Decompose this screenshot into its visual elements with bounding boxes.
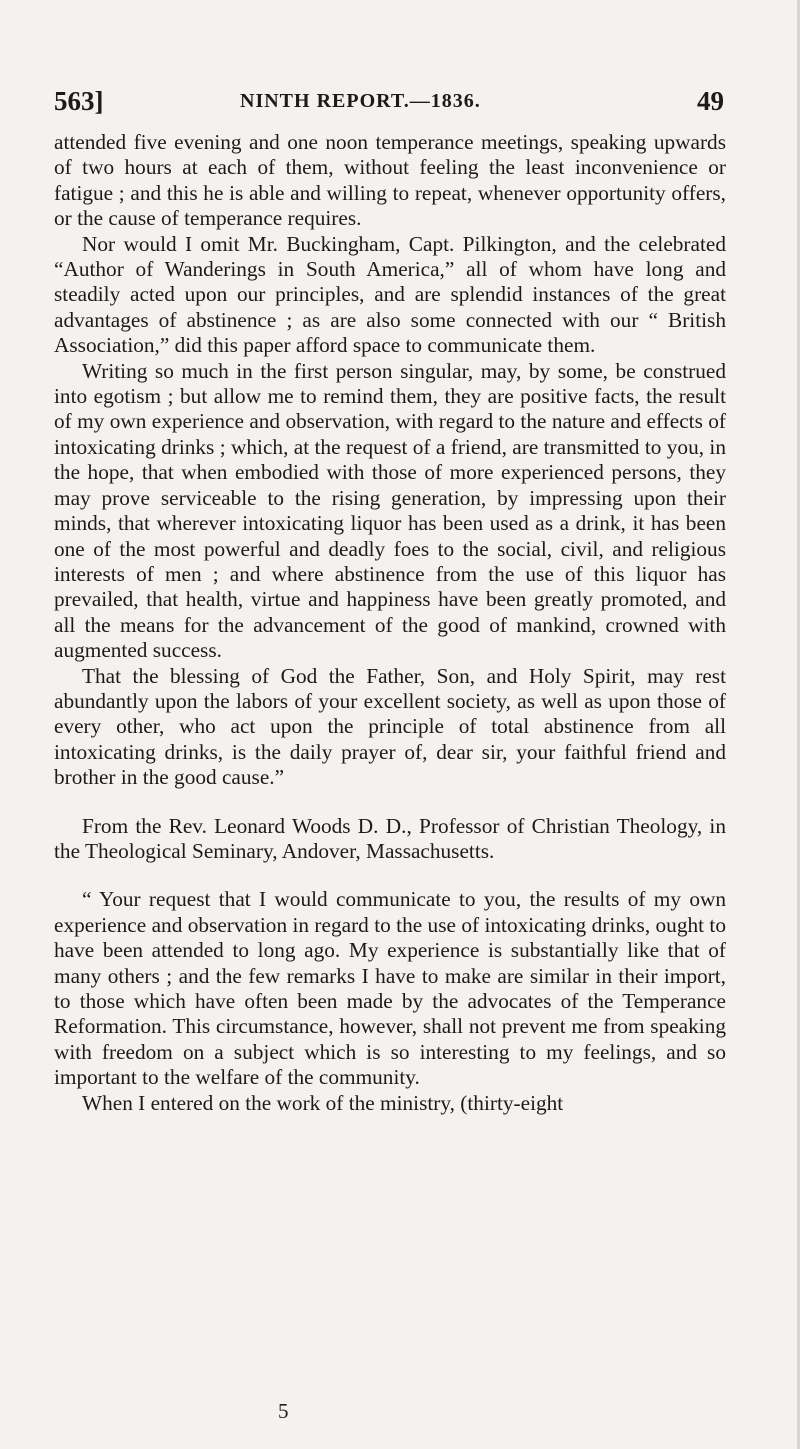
signature-mark: 5 [278,1399,289,1423]
paragraph-continuation: attended five evening and one noon temperance meetings, speaking upwards of two hours at each of them, without feeling the least inconvenience or fatigue ; and this he is able and willing to repeat, whenever opportunity offers, or the cause of temperance requires. [54,130,726,231]
paragraph-blessing: That the blessing of God the Father, Son, and Holy Spirit, may rest abundantly upon the labors of your excellent society, as well as upon those of every other, who act upon the principle of total abstinence from all intoxicating drinks, is the daily prayer of, dear sir, your faithful friend and brother in the good cause.” [54,663,726,790]
paragraph-buckingham: Nor would I omit Mr. Buckingham, Capt. Pilkington, and the celebrated “Author of Wanderings in South America,” all of whom have long and steadily acted upon our principles, and are splendid instances of the great advantages of abstinence ; as are also some connected with our “ British Association,” did this paper afford space to communicate them. [54,231,726,358]
page-number: 49 [697,86,724,116]
paragraph-request: “ Your request that I would communicate to you, the results of my own experience and observation in regard to the use of intoxicating drinks, ought to have been attended to long ago. My experience is substantially like that of many others ; and the few remarks I have to make are similar in their import, to those which have often been made by the advocates of the Temperance Reformation. This circumstance, however, shall not prevent me from speaking with freedom on a subject which is so interesting to my feelings, and so important to the welfare of the community. [54,887,726,1090]
running-header [54,86,724,122]
header-page-reference: 563] [54,86,104,116]
paragraph-writing: Writing so much in the first person singular, may, by some, be construed into egotism ; but allow me to remind them, they are positive facts, the result of my own experience and observation, with regard to the nature and effects of intoxicating drinks ; which, at the request of a friend, are transmitted to you, in the hope, that when embodied with those of more experienced persons, they may prove serviceable to the rising generation, by impressing upon their minds, that wherever intoxicating liquor has been used as a drink, it has been one of the most powerful and deadly foes to the social, civil, and religious interests of men ; and where abstinence from the use of this liquor has prevailed, that health, virtue and happiness have been greatly promoted, and all the means for the advancement of the good of mankind, crowned with augmented success. [54,358,726,663]
paragraph-ministry: When I entered on the work of the ministry, (thirty-eight [82,1090,564,1115]
body-text [54,130,726,1116]
letter-heading: From the Rev. Leonard Woods D. D., Professor of Christian Theology, in the Theological Seminary, Andover, Massachusetts. [54,813,726,863]
header-title: NINTH REPORT.—1836. [240,90,481,112]
